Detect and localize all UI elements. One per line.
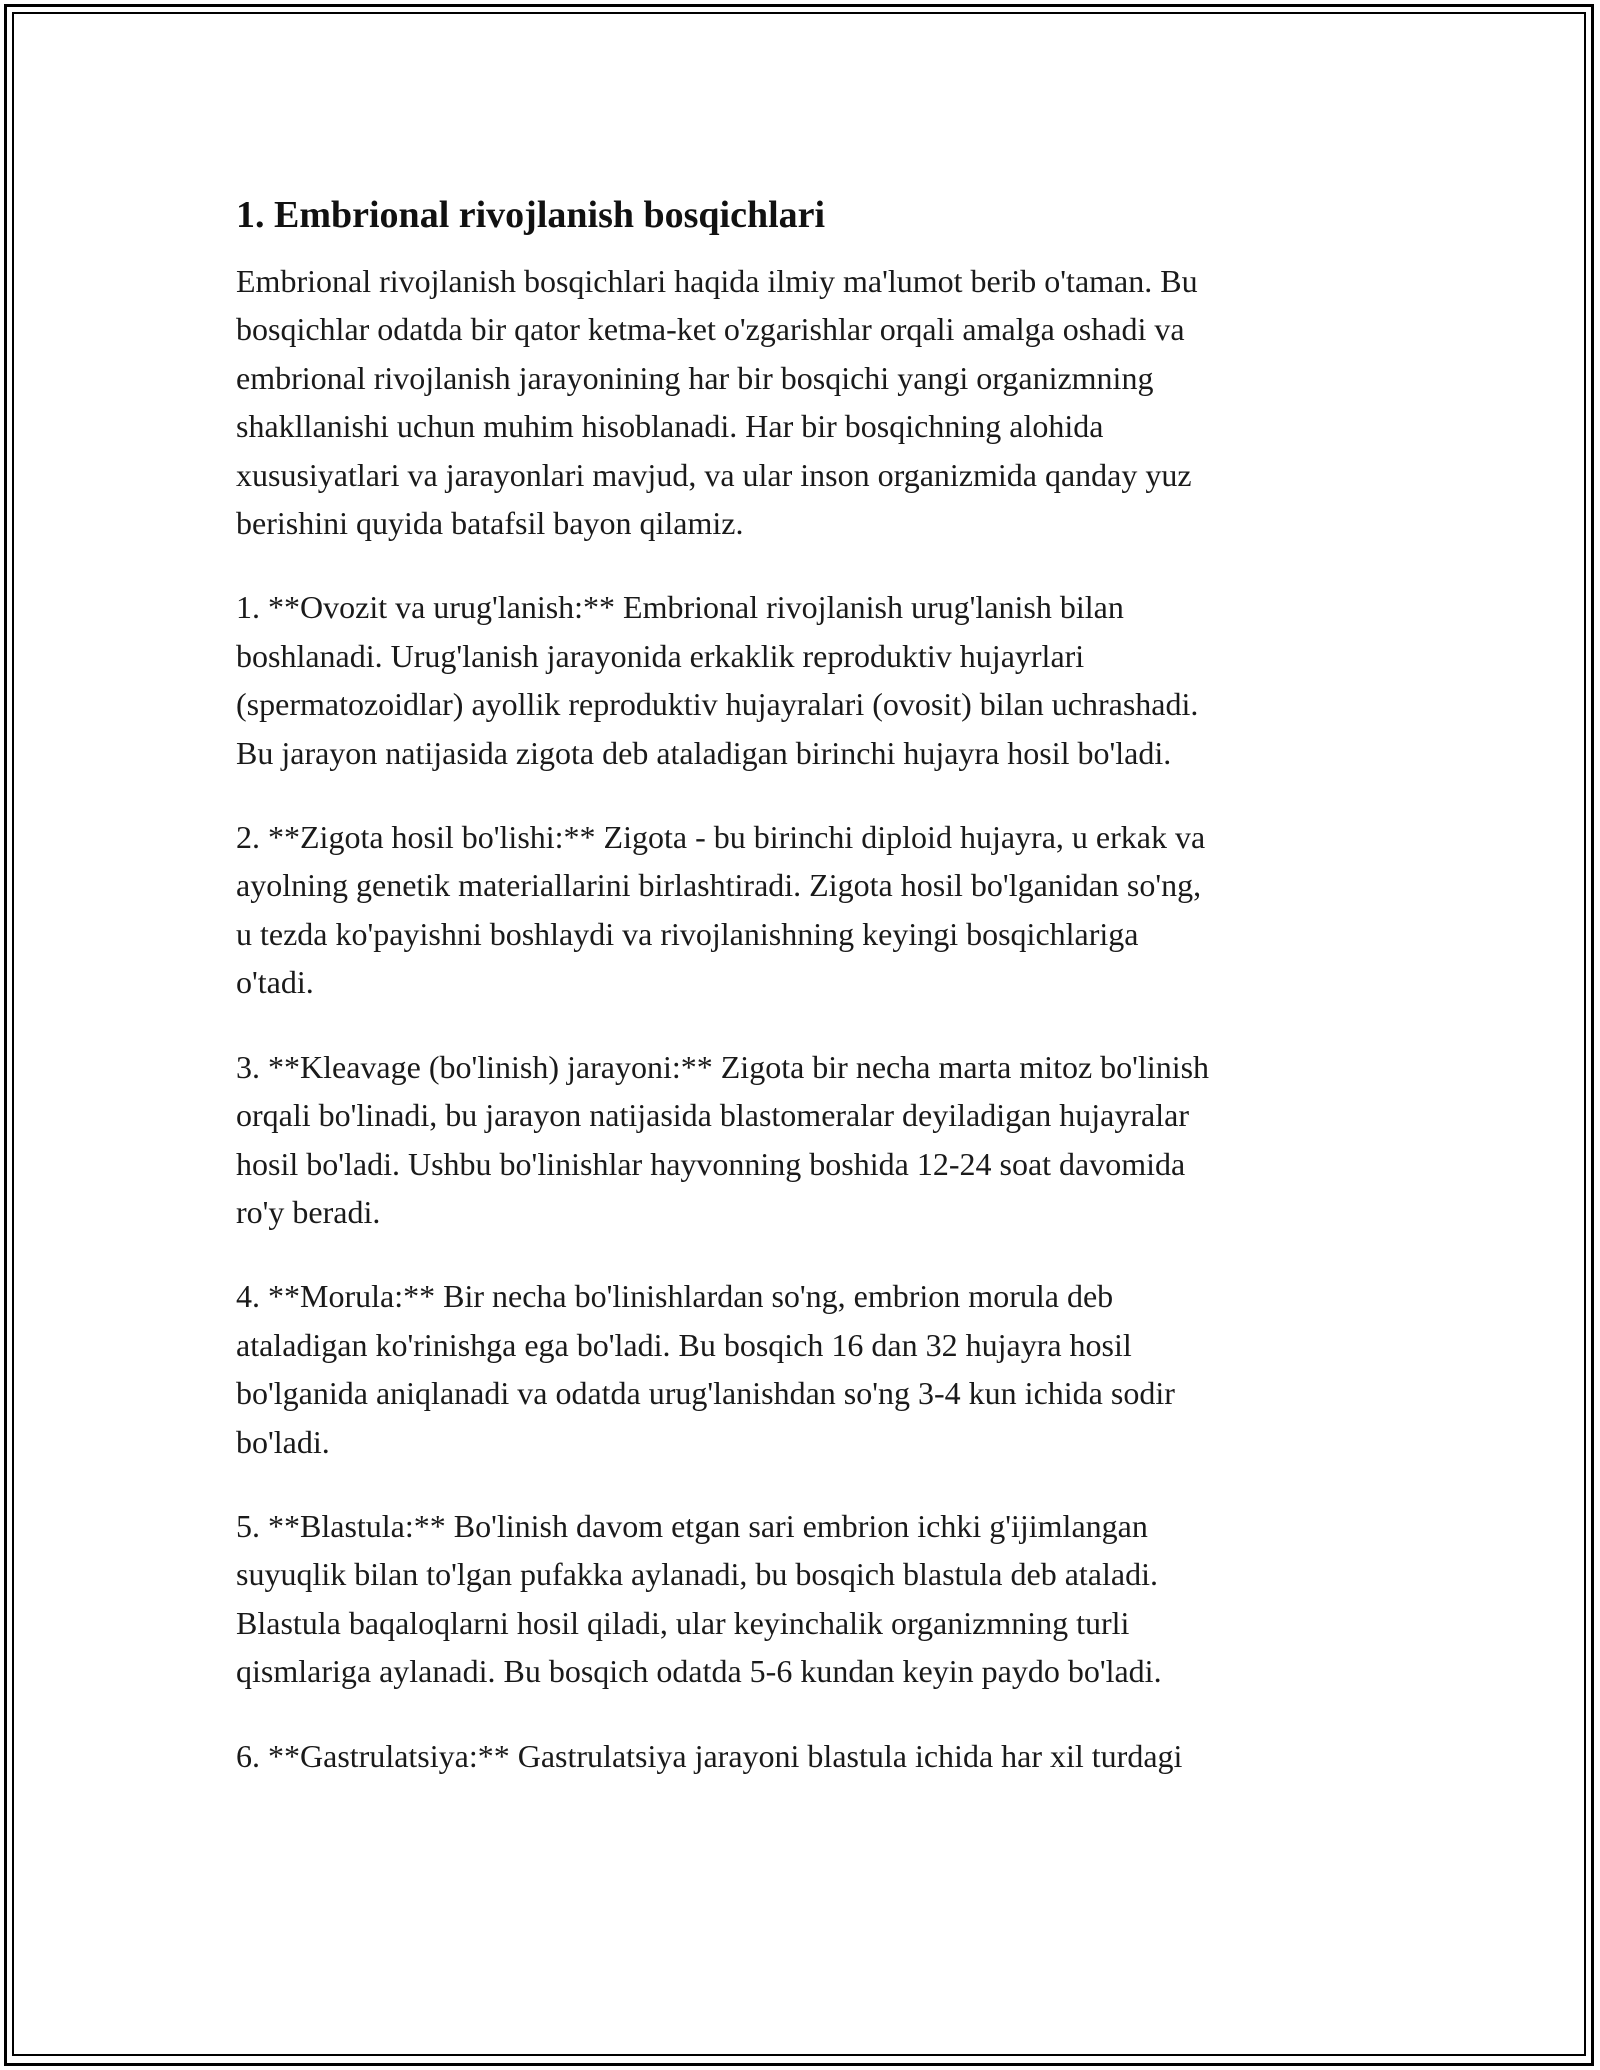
paragraph-blastula: 5. **Blastula:** Bo'linish davom etgan sari embrion ichki g'ijimlangan suyuqlik bilan to'lgan pufakka aylanadi, bu bosqich blastula deb ataladi. Blastula baqaloqlarni hosil qiladi, ular keyinchalik organizmning turli qismlariga aylanadi. Bu bosqich odatda 5-6 kundan keyin paydo bo'ladi. [236, 1507, 1162, 1690]
document-title: 1. Embrional rivojlanish bosqichlari [236, 194, 826, 236]
paragraph-ovozit: 1. **Ovozit va urug'lanish:** Embrional rivojlanish urug'lanish bilan boshlanadi. Urug'lanish jarayonida erkaklik reproduktiv hujayrlari (spermatozoidlar) ayollik reproduktiv hujayralari (ovosit) bilan uchrashadi. Bu jarayon natijasida zigota deb ataladigan birinchi hujayra hosil bo'ladi. [236, 589, 1199, 771]
paragraph-zigota: 2. **Zigota hosil bo'lishi:** Zigota - bu birinchi diploid hujayra, u erkak va ayolning genetik materiallarini birlashtiradi. Zigota hosil bo'lganidan so'ng, u tezda ko'payishni boshlaydi va rivojlanishning keyingi bosqichlariga o'tadi. [236, 819, 1206, 1001]
paragraph-intro: Embrional rivojlanish bosqichlari haqida ilmiy ma'lumot berib o'taman. Bu bosqichlar odatda bir qator ketma-ket o'zgarishlar orqali amalga oshadi va embrional rivojlanish jarayonining har bir bosqichi yangi organizmning shakllanishi uchun muhim hisoblanadi. Har bir bosqichning alohida xususiyatlari va jarayonlari mavjud, va ular inson organizmida qanday yuz berishini quyida batafsil bayon qilamiz. [236, 263, 1198, 542]
paragraph-morula: 4. **Morula:** Bir necha bo'linishlardan so'ng, embrion morula deb ataladigan ko'rinishga ega bo'ladi. Bu bosqich 16 dan 32 hujayra hosil bo'lganida aniqlanadi va odatda urug'lanishdan so'ng 3-4 kun ichida sodir bo'ladi. [236, 1278, 1175, 1460]
paragraph-kleavage: 3. **Kleavage (bo'linish) jarayoni:** Zigota bir necha marta mitoz bo'linish orqali bo'linadi, bu jarayon natijasida blastomeralar deyiladigan hujayralar hosil bo'ladi. Ushbu bo'linishlar hayvonning boshida 12-24 soat davomida ro'y beradi. [236, 1048, 1210, 1230]
paragraph-gastrulatsiya: 6. **Gastrulatsiya:** Gastrulatsiya jarayoni blastula ichida har xil turdagi [236, 1737, 1183, 1774]
document-body [236, 185, 1366, 1780]
